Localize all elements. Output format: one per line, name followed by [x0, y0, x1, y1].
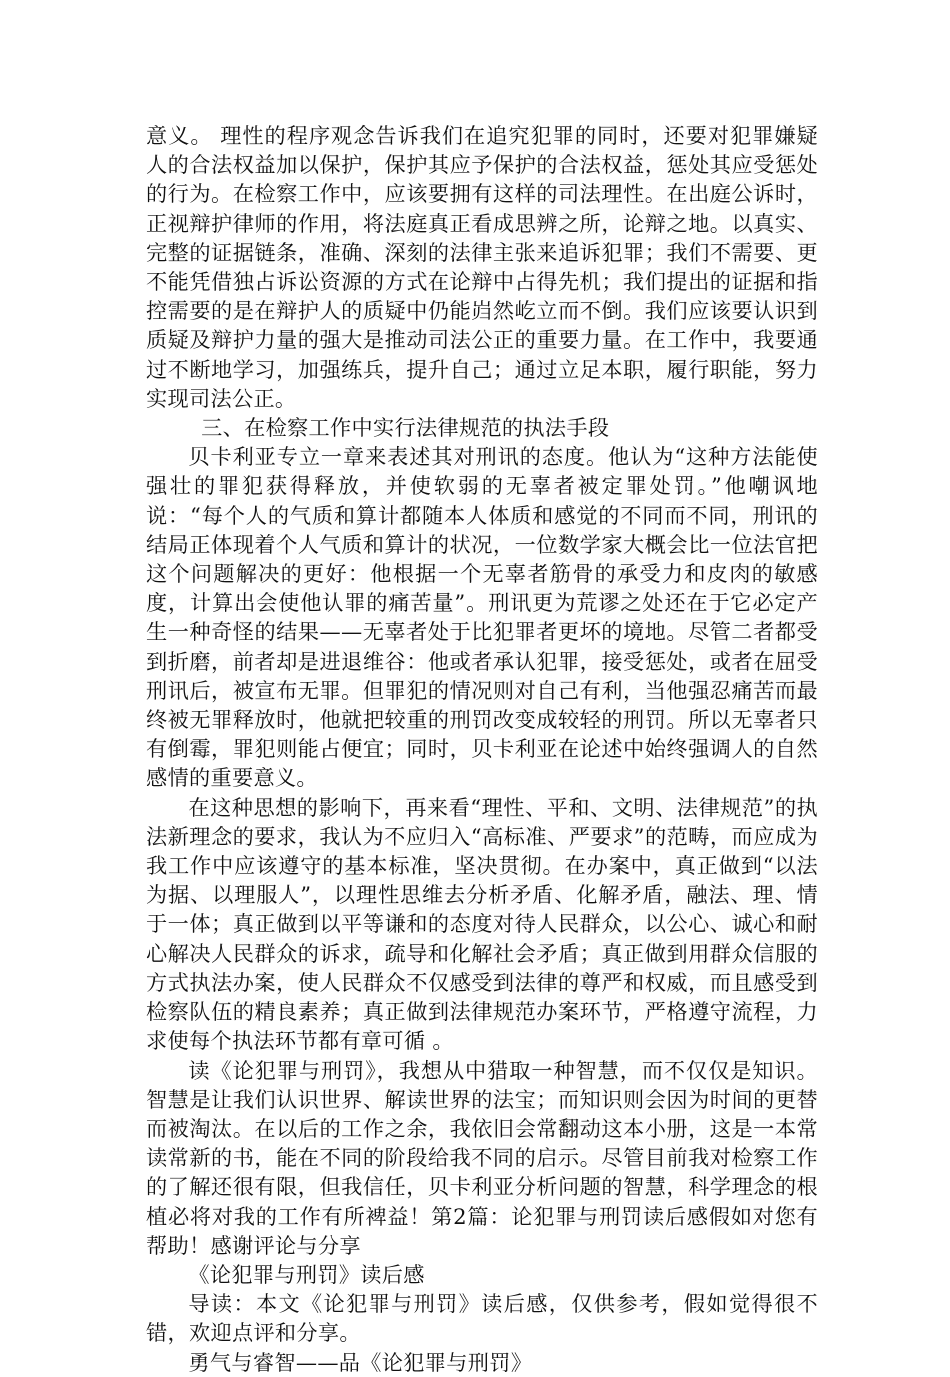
paragraph-reading-wisdom: 读《论犯罪与刑罚》，我想从中猎取一种智慧，而不仅仅是知识。智慧是让我们认识世界、解读世界的法宝；而知识则会因为时间的更替而被淘汰。在以后的工作之余，我依旧会常翻动这本小册，这是一本常读常新的书，能在不同的阶段给我不同的启示。尽管目前我对检察工作的了解还很有限，但我信任，贝卡利亚分析问题的智慧，科学理念的根植必将对我的工作有所裨益！第2篇：论犯罪与刑罚读后感假如对您有帮助！感谢评论与分享	[146, 1057, 818, 1258]
article-guide: 导读：本文《论犯罪与刑罚》读后感，仅供参考，假如觉得很不错，欢迎点评和分享。	[146, 1291, 818, 1346]
paragraph-torture: 贝卡利亚专立一章来表述其对刑讯的态度。他认为“这种方法能使强壮的罪犯获得释放，并使软弱的无辜者被定罪处罚。”他嘲讽地说：“每个人的气质和算计都随本人体质和感觉的不同而不同，刑讯的结局正体现着个人气质和算计的状况，一位数学家大概会比一位法官把这个问题解决的更好：他根据一个无辜者筋骨的承受力和皮肉的敏感度，计算出会使他认罪的痛苦量”。刑讯更为荒谬之处还在于它必定产生一种奇怪的结果——无辜者处于比犯罪者更坏的境地。尽管二者都受到折磨，前者却是进退维谷：他或者承认犯罪，接受惩处，或者在屈受刑讯后，被宣布无罪。但罪犯的情况则对自己有利，当他强忍痛苦而最终被无罪释放时，他就把较重的刑罚改变成较轻的刑罚。所以无辜者只有倒霉，罪犯则能占便宜；同时，贝卡利亚在论述中始终强调人的自然感情的重要意义。	[146, 444, 818, 791]
section-heading-three: 三、在检察工作中实行法律规范的执法手段	[201, 415, 610, 441]
article-subtitle: 勇气与睿智——品《论犯罪与刑罚》	[188, 1349, 533, 1375]
paragraph-rational-procedure: 意义。 理性的程序观念告诉我们在追究犯罪的同时，还要对犯罪嫌疑人的合法权益加以保护，保护其应予保护的合法权益，惩处其应受惩处的行为。在检察工作中，应该要拥有这样的司法理性。在出庭公诉时，正视辩护律师的作用，将法庭真正看成思辨之所，论辩之地。以真实、完整的证据链条，准确、深刻的法律主张来追诉犯罪；我们不需要、更不能凭借独占诉讼资源的方式在论辩中占得先机；我们提出的证据和指控需要的是在辩护人的质疑中仍能岿然屹立而不倒。我们应该要认识到质疑及辩护力量的强大是推动司法公正的重要力量。在工作中，我要通过不断地学习，加强练兵，提升自己；通过立足本职，履行职能，努力实现司法公正。	[146, 123, 818, 411]
paragraph-enforcement-concept: 在这种思想的影响下，再来看“理性、平和、文明、法律规范”的执法新理念的要求，我认为不应归入“高标准、严要求”的范畴，而应成为我工作中应该遵守的基本标准，坚决贯彻。在办案中，真正做到“以法为据、以理服人”，以理性思维去分析矛盾、化解矛盾，融法、理、情于一体；真正做到以平等谦和的态度对待人民群众，以公心、诚心和耐心解决人民群众的诉求，疏导和化解社会矛盾；真正做到用群众信服的方式执法办案，使人民群众不仅感受到法律的尊严和权威，而且感受到检察队伍的精良素养；真正做到法律规范办案环节，严格遵守流程，力求使每个执法环节都有章可循 。	[146, 794, 818, 1054]
article-title: 《论犯罪与刑罚》读后感	[188, 1261, 425, 1287]
document-body	[146, 121, 818, 1377]
